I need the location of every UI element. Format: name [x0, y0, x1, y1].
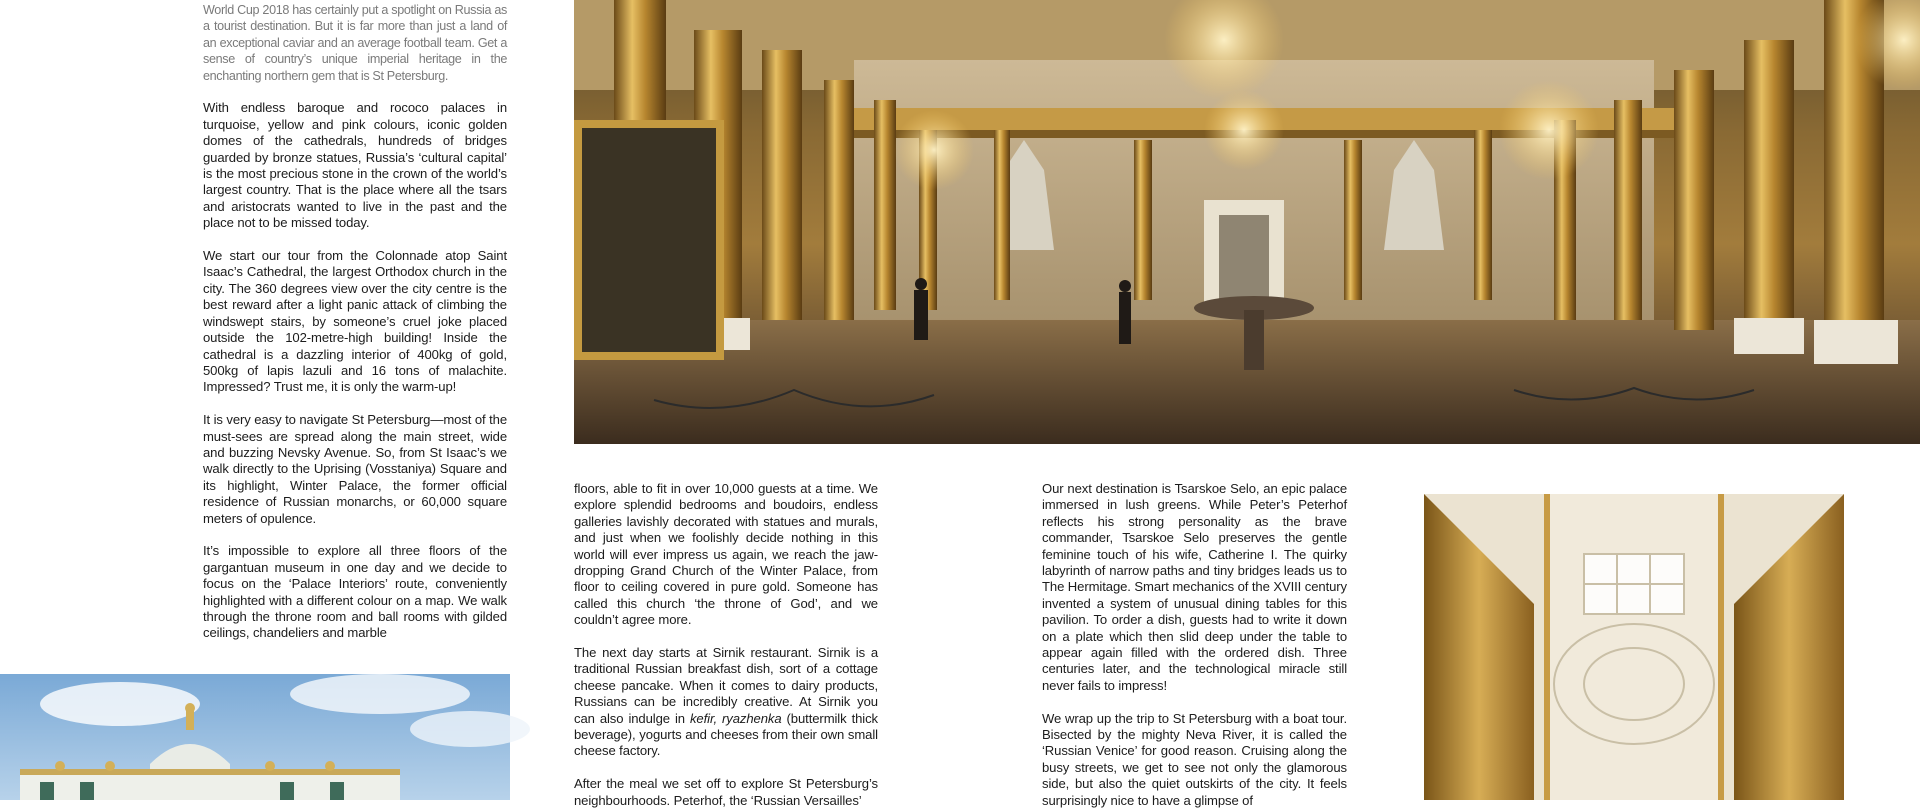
article-lede: World Cup 2018 has certainly put a spotlight on Russia as a tourist destination. But it is far more than just a land of an exceptional caviar and an average football team. Get a sense of country’s unique imperial heritage in the enchanting northern gem that is St Petersburg.	[203, 3, 507, 83]
paragraph: It’s impossible to explore all three floors of the gargantuan museum in one day and we decide to focus on the ‘Palace Interiors’ route, conveniently highlighted with a different colour on a map. We walk through the throne room and ball rooms with gilded ceilings, chandeliers and marble	[203, 543, 507, 641]
paragraph: floors, able to fit in over 10,000 guests at a time. We explore splendid bedrooms and boudoirs, endless galleries lavishly decorated with statues and murals, and just when we foolishly decide nothing in this world will ever impress us again, we reach the jaw-dropping Grand Church of the Winter Palace, from floor to ceiling covered in pure gold. Someone has called this church ‘the throne of God’, and we couldn’t agree more.	[574, 481, 878, 628]
paragraph: It is very easy to navigate St Petersburg—most of the must-sees are spread along the main street, wide and buzzing Nevsky Avenue. So, from St Isaac’s we walk directly to the Uprising (Vosstaniya) Square and its highlight, Winter Palace, the former official residence of Russian monarchs, or 60,000 square meters of opulence.	[203, 412, 508, 526]
text-run: (buttermilk thick beverage), yogurts and cheeses from their own small cheese factory.	[574, 710, 878, 759]
paragraph	[574, 645, 878, 760]
pavilion-photo	[0, 674, 510, 800]
paragraph: With endless baroque and rococo palaces in turquoise, yellow and pink colours, iconic golden domes of the cathedrals, hundreds of bridges guarded by bronze statues, Russia’s ‘cultural capital’ is the most precious stone in the crown of the world’s largest country. That is the place where all the tsars and aristocrats wanted to live in the past and the place not to be missed today.	[203, 100, 507, 231]
paragraph: We wrap up the trip to St Petersburg with a boat tour. Bisected by the mighty Neva River, it is called the ‘Russian Venice’ for good reason. Cruising along the busy streets, we get to see not only the glamorous side, but also the quiet outskirts of the city. It feels surprisingly nice to have a glimpse of	[1042, 710, 1347, 808]
grand-church-photo	[1424, 494, 1844, 800]
article-column-3	[1042, 481, 1347, 808]
paragraph: Our next destination is Tsarskoe Selo, an epic palace immersed in lush greens. While Peter’s Peterhof reflects his strong personality as the brave commander, Tsarskoe Selo preserves the gentle feminine touch of his wife, Catherine I. The quirky labyrinth of narrow paths and tiny bridges leads us to The Hermitage. Smart mechanics of the XVIII century invented a system of unusual dining tables for this pavilion. To order a dish, guests had to write it down on a plate which then slid deep under the table to appear again filled with the ordered dish. Three centuries later, and the technological miracle still never fails to impress!	[1042, 481, 1347, 693]
paragraph: After the meal we set off to explore St Petersburg’s neighbourhoods. Peterhof, the ‘Russian Versailles’	[574, 776, 878, 808]
paragraph: We start our tour from the Colonnade atop Saint Isaac’s Cathedral, the largest Orthodox church in the city. The 360 degrees view over the city centre is the best reward after a light panic attack of climbing the windswept stairs, by someone’s cruel joke placed outside the 102-metre-high building! Inside the cathedral is a dazzling interior of 400kg of gold, 500kg of lapis lazuli and 16 tons of malachite. Impressed? Trust me, it is only the warm-up!	[203, 248, 507, 395]
text-run: The next day starts at Sirnik restaurant. Sirnik is a traditional Russian breakfast dish, sort of a cottage cheese pancake. When it comes to dairy products, Russians can be incredibly creative. At Sirnik you can also indulge in	[574, 645, 878, 726]
italic-text-run: kefir, ryazhenka	[689, 710, 782, 726]
article-column-2	[574, 481, 878, 808]
article-column-1	[203, 2, 507, 642]
hermitage-hall-photo	[574, 0, 1920, 444]
